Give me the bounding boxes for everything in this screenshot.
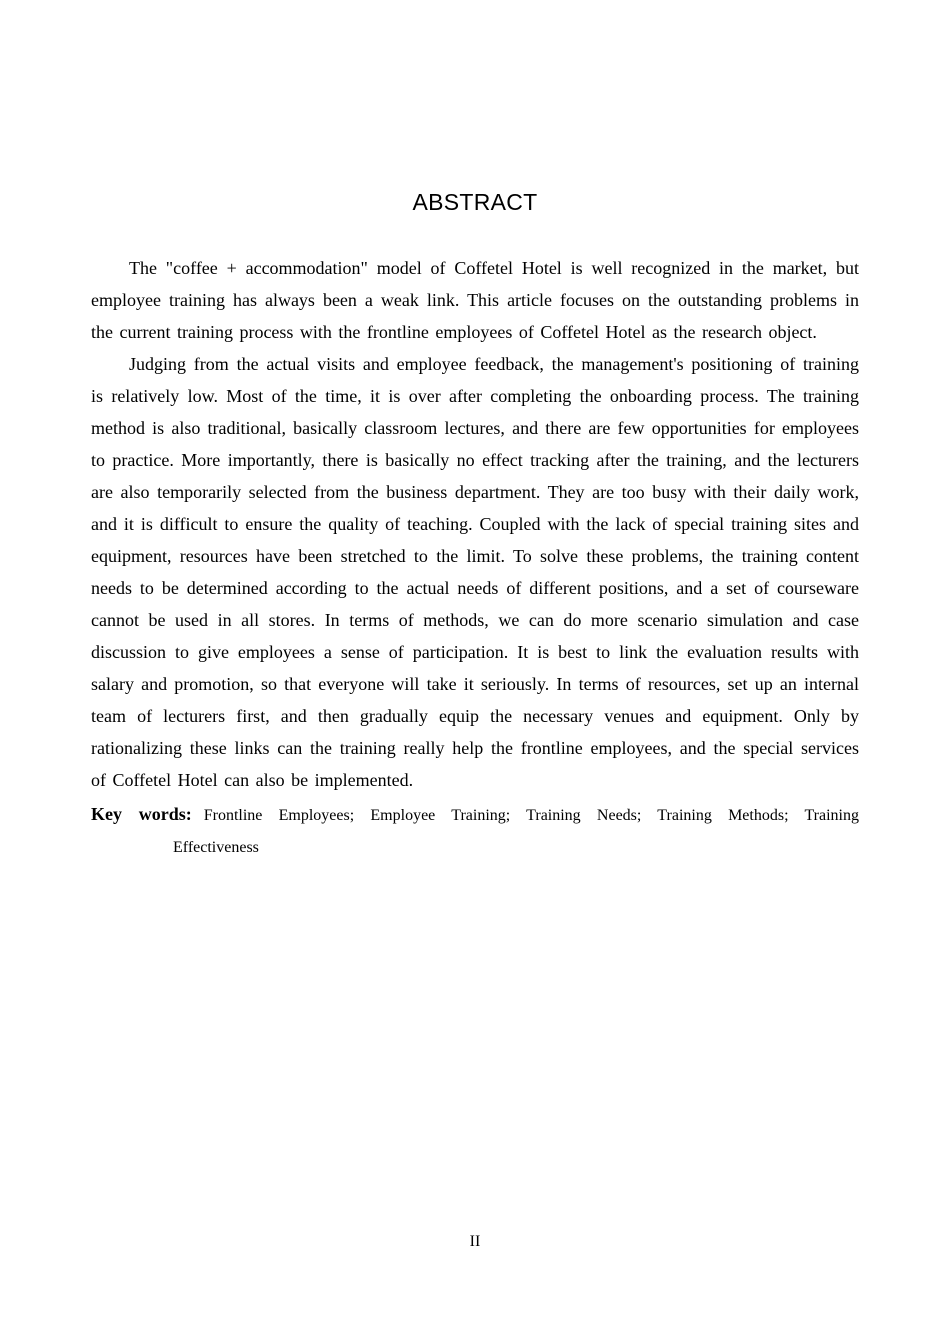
keywords-label: Key words: <box>91 804 192 824</box>
abstract-title: ABSTRACT <box>412 189 538 215</box>
abstract-body <box>91 252 859 864</box>
page-number: II <box>469 1233 481 1250</box>
keywords-line <box>91 798 859 864</box>
abstract-paragraph-2: Judging from the actual visits and employee feedback, the management's positioning of training is relatively low. Most of the time, it is over after completing the onboarding process. The training method is also traditional, basically classroom lectures, and there are few opportunities for employees to practice. More importantly, there is basically no effect tracking after the training, and the lecturers are also temporarily selected from the business department. They are too busy with their daily work, and it is difficult to ensure the quality of teaching. Coupled with the lack of special training sites and equipment, resources have been stretched to the limit. To solve these problems, the training content needs to be determined according to the actual needs of different positions, and a set of courseware cannot be used in all stores. In terms of methods, we can do more scenario simulation and case discussion to give employees a sense of participation. It is best to link the evaluation results with salary and promotion, so that everyone will take it seriously. In terms of resources, set up an internal team of lecturers first, and then gradually equip the necessary venues and equipment. Only by rationalizing these links can the training really help the frontline employees, and the special services of Coffetel Hotel can also be implemented. <box>91 354 859 790</box>
keywords-list: Frontline Employees; Employee Training; Training Needs; Training Methods; Training Effectiveness <box>173 807 859 856</box>
abstract-paragraph-1: The "coffee + accommodation" model of Coffetel Hotel is well recognized in the market, but employee training has always been a weak link. This article focuses on the outstanding problems in the current training process with the frontline employees of Coffetel Hotel as the research object. <box>91 258 859 342</box>
